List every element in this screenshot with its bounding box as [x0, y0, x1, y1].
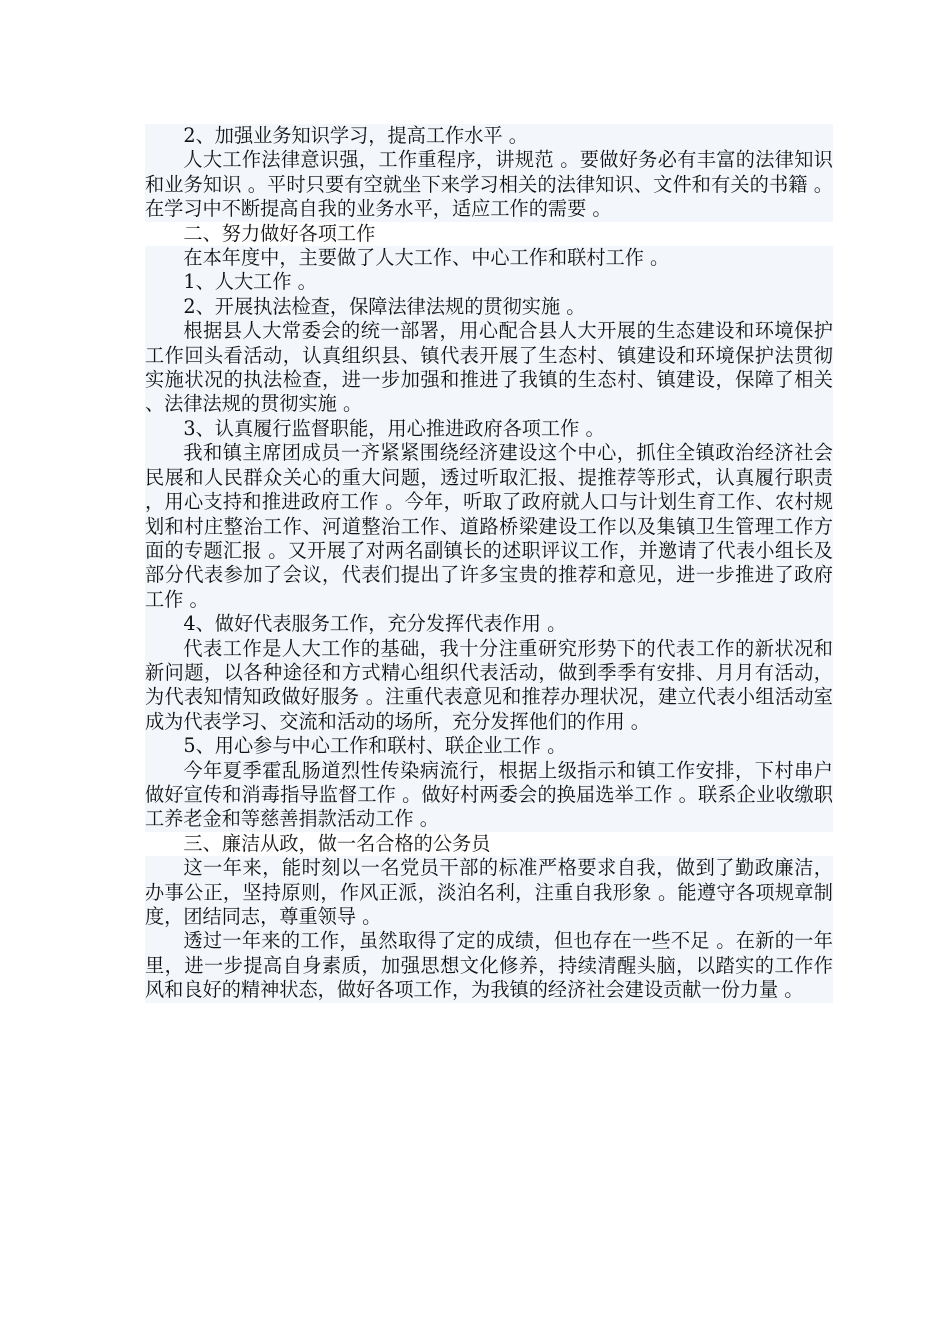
section-heading-npc-work: 1、人大工作 。: [145, 270, 833, 294]
paragraph-integrity: 这一年来，能时刻以一名党员干部的标准严格要求自我，做到了勤政廉洁，办事公正，坚持原则，作风正派，淡泊名利，注重自我形象 。能遵守各项规章制度，团结同志，尊重领导 。: [145, 856, 833, 928]
paragraph-law-enforcement: 根据县人大常委会的统一部署，用心配合县人大开展的生态建设和环境保护工作回头看活动，认真组织县、镇代表开展了生态村、镇建设和环境保护法贯彻实施状况的执法检查，进一步加强和推进了我镇的生态村、镇建设，保障了相关、法律法规的贯彻实施 。: [145, 319, 833, 416]
section-heading-representative-service: 4、做好代表服务工作，充分发挥代表作用 。: [145, 612, 833, 636]
section-heading-work: 二、努力做好各项工作: [183, 221, 376, 245]
paragraph-representative-service: 代表工作是人大工作的基础，我十分注重研究形势下的代表工作的新状况和新问题，以各种途径和方式精心组织代表活动，做到季季有安排、月月有活动，为代表知情知政做好服务 。注重代表意见和推荐办理状况，建立代表小组活动室成为代表学习、交流和活动的场所，充分发挥他们的作用 。: [145, 636, 833, 733]
paragraph-supervision: 我和镇主席团成员一齐紧紧围绕经济建设这个中心，抓住全镇政治经济社会民展和人民群众关心的重大问题，透过听取汇报、提推荐等形式，认真履行职责，用心支持和推进政府工作 。今年，听取了政府就人口与计划生育工作、农村规划和村庄整治工作、河道整治工作、道路桥梁建设工作以及集镇卫生管理工作方面的专题汇报 。又开展了对两名副镇长的述职评议工作，并邀请了代表小组长及部分代表参加了会议，代表们提出了许多宝贵的推荐和意见，进一步推进了政府工作 。: [145, 441, 833, 611]
section-heading-central-work: 5、用心参与中心工作和联村、联企业工作 。: [145, 734, 833, 758]
paragraph-legal-knowledge: 人大工作法律意识强，工作重程序，讲规范 。要做好务必有丰富的法律知识和业务知识 。平时只要有空就坐下来学习相关的法律知识、文件和有关的书籍 。在学习中不断提高自我的业务水平，适应工作的需要 。: [145, 148, 833, 221]
document-body: [145, 124, 833, 1003]
section-heading-supervision: 3、认真履行监督职能，用心推进政府各项工作 。: [145, 417, 833, 441]
paragraph-conclusion: 透过一年来的工作，虽然取得了定的成绩，但也存在一些不足 。在新的一年里，进一步提高自身素质，加强思想文化修养，持续清醒头脑，以踏实的工作作风和良好的精神状态，做好各项工作，为我镇的经济社会建设贡献一份力量 。: [145, 929, 833, 1002]
section-heading-law-enforcement: 2、开展执法检查，保障法律法规的贯彻实施 。: [145, 295, 833, 319]
paragraph-work-summary: 在本年度中，主要做了人大工作、中心工作和联村工作 。: [145, 246, 833, 270]
paragraph-central-work: 今年夏季霍乱肠道烈性传染病流行，根据上级指示和镇工作安排，下村串户做好宣传和消毒指导监督工作 。做好村两委会的换届选举工作 。联系企业收缴职工养老金和等慈善捐款活动工作 。: [145, 758, 833, 831]
section-heading-integrity: 三、廉洁从政，做一名合格的公务员: [183, 831, 491, 855]
section-heading-study: 2、加强业务知识学习，提高工作水平 。: [145, 124, 833, 148]
